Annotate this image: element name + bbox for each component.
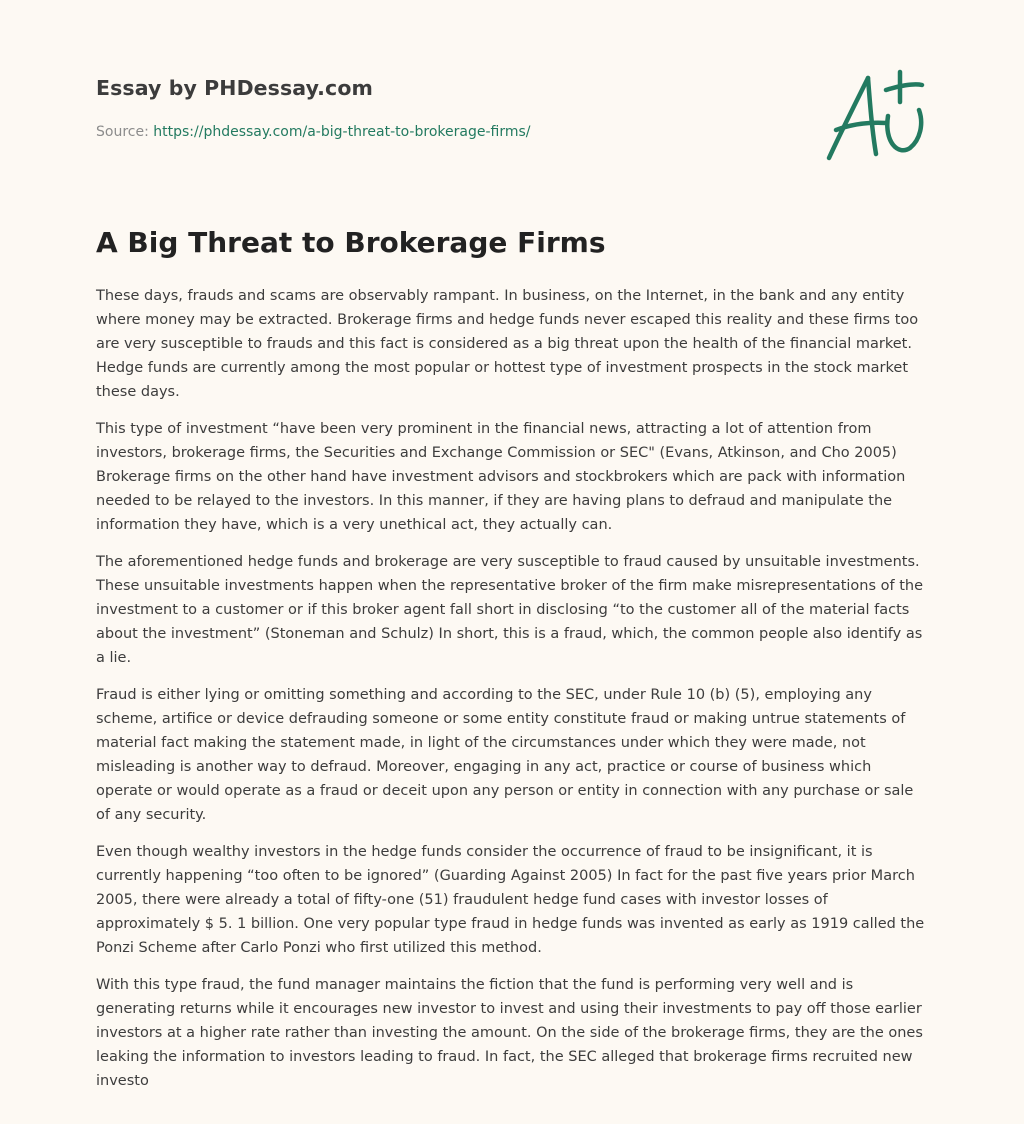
essay-title: A Big Threat to Brokerage Firms	[96, 226, 606, 259]
source-label: Source:	[96, 124, 154, 140]
essay-body	[96, 284, 928, 1106]
a-plus-logo-icon	[820, 66, 930, 166]
brand-title: Essay by PHDessay.com	[96, 76, 373, 100]
essay-paragraph: These days, frauds and scams are observably rampant. In business, on the Internet, in the bank and any entity where money may be extracted. Brokerage firms and hedge funds never escaped this reality and these firms too are very susceptible to frauds and this fact is considered as a big threat upon the health of the financial market. Hedge funds are currently among the most popular or hottest type of investment prospects in the stock market these days.	[96, 288, 919, 400]
essay-paragraph: This type of investment “have been very prominent in the financial news, attracting a lot of attention from investors, brokerage firms, the Securities and Exchange Commission or SEC" (Evans, Atkinson, and Cho 2005) Brokerage firms on the other hand have investment advisors and stockbrokers which are pack with information needed to be relayed to the investors. In this manner, if they are having plans to defraud and manipulate the information they have, which is a very unethical act, they actually can.	[96, 421, 906, 533]
essay-paragraph: Even though wealthy investors in the hedge funds consider the occurrence of fraud to be insignificant, it is currently happening “too often to be ignored” (Guarding Against 2005) In fact for the past five years prior March 2005, there were already a total of fifty-one (51) fraudulent hedge fund cases with investor losses of approximately $ 5. 1 billion. One very popular type fraud in hedge funds was invented as early as 1919 called the Ponzi Scheme after Carlo Ponzi who first utilized this method.	[96, 844, 925, 956]
essay-paragraph: The aforementioned hedge funds and brokerage are very susceptible to fraud caused by unsuitable investments. These unsuitable investments happen when the representative broker of the firm make misrepresentations of the investment to a customer or if this broker agent fall short in disclosing “to the customer all of the material facts about the investment” (Stoneman and Schulz) In short, this is a fraud, which, the common people also identify as a lie.	[96, 554, 924, 666]
essay-paragraph: With this type fraud, the fund manager maintains the fiction that the fund is performing very well and is generating returns while it encourages new investor to invest and using their investments to pay off those earlier investors at a higher rate rather than investing the amount. On the side of the brokerage firms, they are the ones leaking the information to investors leading to fraud. In fact, the SEC alleged that brokerage firms recruited new investo	[96, 977, 923, 1089]
source-line	[96, 124, 530, 140]
source-link[interactable]: https://phdessay.com/a-big-threat-to-brokerage-firms/	[153, 124, 531, 140]
essay-paragraph: Fraud is either lying or omitting something and according to the SEC, under Rule 10 (b) (5), employing any scheme, artifice or device defrauding someone or some entity constitute fraud or making untrue statements of material fact making the statement made, in light of the circumstances under which they were made, not misleading is another way to defraud. Moreover, engaging in any act, practice or course of business which operate or would operate as a fraud or deceit upon any person or entity in connection with any purchase or sale of any security.	[96, 687, 914, 823]
